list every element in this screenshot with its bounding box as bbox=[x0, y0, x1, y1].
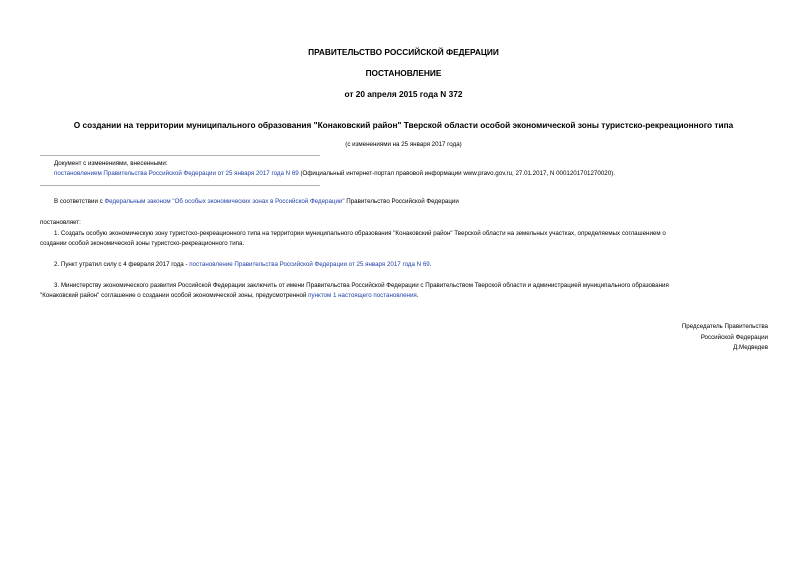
amendment-link[interactable]: постановлением Правительства Российской Федерации от 25 января 2017 года N 69 bbox=[54, 170, 299, 177]
document-type: ПОСТАНОВЛЕНИЕ bbox=[365, 68, 442, 78]
preamble-before: В соответствии с bbox=[54, 198, 105, 205]
signature-title: Председатель Правительства bbox=[681, 323, 768, 330]
top-rule bbox=[40, 155, 320, 156]
point-1-link[interactable]: пунктом 1 настоящего постановления bbox=[308, 292, 417, 299]
item-3-line-1: 3. Министерству экономического развития Российской Федерации заключить от имени Правительства Российской Федерации с Правительством Тверской области и администрацией муниципального образования bbox=[54, 282, 669, 289]
item-2-text: 2. Пункт утратил силу с 4 февраля 2017 года - bbox=[54, 261, 190, 268]
item-3-text: "Конаковский район" соглашение о создании особой экономической зоны, предусмотренной bbox=[40, 292, 309, 299]
repeal-link[interactable]: постановление Правительства Российской Федерации от 25 января 2017 года N 69 bbox=[189, 261, 430, 268]
preamble-after: Правительство Российской Федерации bbox=[344, 198, 459, 205]
signature-name: Д.Медведев bbox=[733, 344, 768, 351]
bottom-rule bbox=[40, 185, 320, 186]
document-title: О создании на территории муниципального образования "Конаковский район" Тверской области особой экономической зоны туристско-рекреационного типа bbox=[73, 120, 734, 130]
item-3-line-2 bbox=[40, 292, 419, 299]
decrees-word: постановляет: bbox=[40, 219, 81, 226]
preamble bbox=[54, 198, 459, 205]
federal-law-link[interactable]: Федеральным законом "Об особых экономических зонах в Российской Федерации" bbox=[104, 198, 345, 205]
document-date-number: от 20 апреля 2015 года N 372 bbox=[344, 89, 463, 99]
changes-line bbox=[54, 170, 615, 177]
item-2-end: . bbox=[429, 261, 432, 268]
item-3-end: . bbox=[416, 292, 419, 299]
revision-note: (с изменениями на 25 января 2017 года) bbox=[345, 141, 462, 148]
changes-intro: Документ с изменениями, внесенными: bbox=[54, 160, 168, 167]
signature-org: Российской Федерации bbox=[700, 334, 768, 341]
item-1-line-1: 1. Создать особую экономическую зону туристско-рекреационного типа на территории муниципального образования "Конаковский район" Тверской области на земельных участках, определяемых соглашением о bbox=[54, 230, 666, 237]
item-2 bbox=[54, 261, 431, 268]
item-1-line-2: создании особой экономической зоны туристско-рекреационного типа. bbox=[40, 240, 245, 247]
government-heading: ПРАВИТЕЛЬСТВО РОССИЙСКОЙ ФЕДЕРАЦИИ bbox=[308, 47, 499, 57]
changes-source: (Официальный интернет-портал правовой информации www.pravo.gov.ru, 27.01.2017, N 0001201701270020). bbox=[298, 170, 615, 177]
